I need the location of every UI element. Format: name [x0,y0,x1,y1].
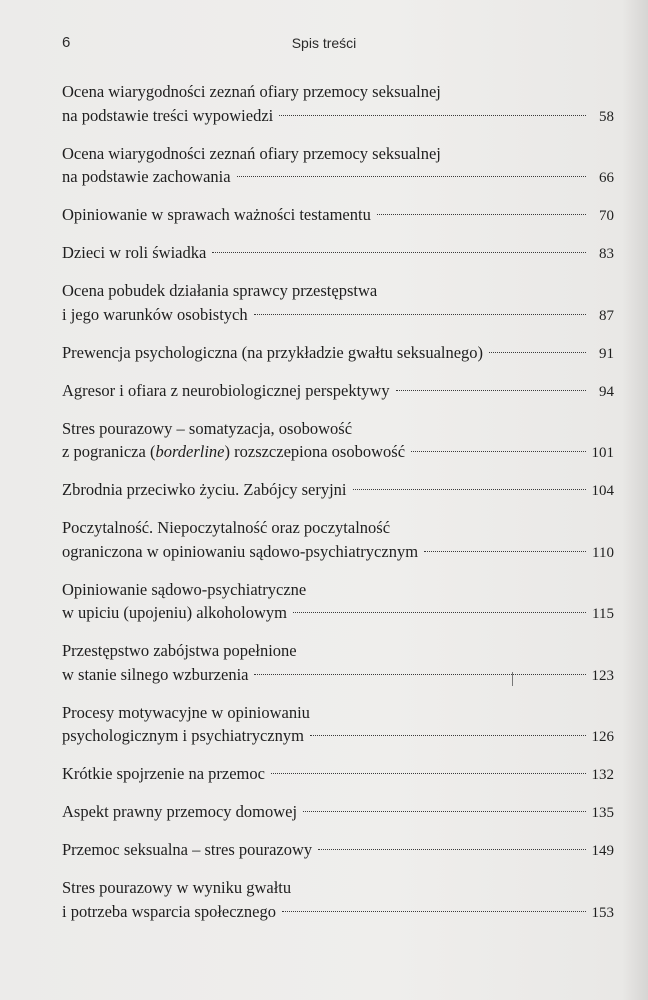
dot-leader [237,176,586,177]
toc-page-number: 104 [591,483,614,499]
toc-page-number: 132 [591,767,614,783]
toc-entry [62,417,614,464]
toc-page-number: 66 [599,170,614,186]
toc-entry-last-line [62,601,614,625]
toc-entry-last-line [62,165,614,189]
dot-leader [489,352,586,353]
toc-entry [62,279,614,326]
toc-page-number: 94 [599,383,614,400]
toc-page-number: 126 [591,729,614,745]
toc-entry-title-line: Przemoc seksualna – stres pourazowy [62,840,313,859]
toc-entry-last-line [62,838,614,862]
dot-leader [424,551,586,552]
dot-leader [293,612,586,613]
toc-entry-last-line [62,241,614,265]
toc-entry-title-line: w upiciu (upojeniu) alkoholowym [62,603,288,622]
toc-entry [62,701,614,748]
toc-entry-last-line [62,724,614,748]
toc-entry [62,379,614,403]
toc-entry-title-line: i potrzeba wsparcia społecznego [62,901,276,921]
toc-entry-last-line [62,203,614,227]
dot-leader [318,849,585,850]
dot-leader [310,735,586,736]
toc-page-number: 115 [592,606,614,622]
toc-page-number: 101 [591,445,614,461]
toc-entry [62,241,614,265]
dot-leader [254,674,585,675]
dot-leader [411,451,585,452]
toc-entry-title-line: Zbrodnia przeciwko życiu. Zabójcy seryjni [62,480,347,499]
dot-leader [254,314,586,315]
dot-leader [282,911,586,912]
toc-entry-last-line [62,762,614,786]
page-number: 6 [62,34,71,51]
running-head: Spis treści [291,35,357,51]
toc-entry-title-line: w stanie silnego wzburzenia [62,664,249,684]
toc-entry-title-line: ograniczona w opiniowaniu sądowo-psychiatrycznym [62,541,419,561]
dot-leader [303,811,585,812]
toc-entry-last-line [62,303,614,327]
toc-entry [62,639,614,686]
toc-entry-title-line: Opiniowanie w sprawach ważności testamentu [62,205,371,224]
toc-entry-last-line [62,663,614,687]
toc-entry-title-line: Ocena pobudek działania sprawcy przestępstwa [62,281,378,300]
toc-entry-last-line [62,341,614,365]
toc-entry-title-line: Procesy motywacyjne w opiniowaniu [62,702,310,722]
toc-entry-last-line [62,540,614,564]
toc-entry-title-line: Przestępstwo zabójstwa popełnione [62,641,297,660]
toc-page-number: 87 [599,307,614,324]
toc-page-number: 58 [599,108,614,125]
toc-entry [62,142,614,189]
toc-entry-last-line [62,379,614,403]
toc-entry-title-line: Ocena wiarygodności zeznań ofiary przemocy seksualnej [62,143,441,163]
toc-page-number: 110 [592,544,614,561]
table-of-contents [62,80,614,938]
print-mark [512,672,513,686]
toc-entry-last-line [62,104,614,128]
toc-entry-title-line: na podstawie treści wypowiedzi [62,105,274,125]
toc-page-number: 83 [599,246,614,262]
toc-page-number: 91 [599,345,614,362]
toc-entry-title-line: Agresor i ofiara z neurobiologicznej perspektywy [62,380,390,400]
toc-entry-title-line: Krótkie spojrzenie na przemoc [62,764,265,783]
toc-entry-title-line: Poczytalność. Niepoczytalność oraz poczytalność [62,518,391,537]
dot-leader [353,489,586,490]
toc-entry [62,478,614,502]
toc-entry-title-line: Stres pourazowy – somatyzacja, osobowość [62,418,353,438]
toc-entry-title-line: Stres pourazowy w wyniku gwałtu [62,878,292,897]
toc-entry-last-line [62,900,614,924]
dot-leader [279,115,586,116]
dot-leader [271,773,586,774]
toc-page-number: 149 [591,843,614,859]
toc-entry [62,341,614,365]
toc-entry [62,578,614,625]
dot-leader [212,252,586,253]
toc-entry-title-line: psychologicznym i psychiatrycznym [62,726,304,745]
dot-leader [396,390,586,391]
toc-entry [62,838,614,862]
toc-page-number: 153 [591,904,614,921]
toc-page-number: 135 [591,805,614,821]
toc-entry [62,876,614,923]
toc-entry-title-line: na podstawie zachowania [62,167,231,186]
toc-page-number: 123 [591,667,614,684]
toc-entry-title-line: Ocena wiarygodności zeznań ofiary przemocy seksualnej [62,82,441,101]
toc-entry-title-line: i jego warunków osobistych [62,304,248,324]
toc-entry-title-line: Opiniowanie sądowo-psychiatryczne [62,579,307,599]
toc-entry-title-line: Dzieci w roli świadka [62,243,207,262]
toc-entry [62,80,614,127]
toc-entry [62,516,614,563]
toc-entry-last-line [62,800,614,824]
toc-entry-title-line: Prewencja psychologiczna (na przykładzie gwałtu seksualnego) [62,342,484,362]
toc-entry [62,762,614,786]
toc-entry-title-line: z pogranicza (borderline) rozszczepiona osobowość [62,442,406,461]
toc-entry [62,203,614,227]
dot-leader [377,214,586,215]
toc-entry [62,800,614,824]
italic-term: borderline [155,442,225,461]
toc-entry-last-line [62,440,614,464]
toc-entry-last-line [62,478,614,502]
toc-page-number: 70 [599,208,614,224]
toc-entry-title-line: Aspekt prawny przemocy domowej [62,802,298,821]
